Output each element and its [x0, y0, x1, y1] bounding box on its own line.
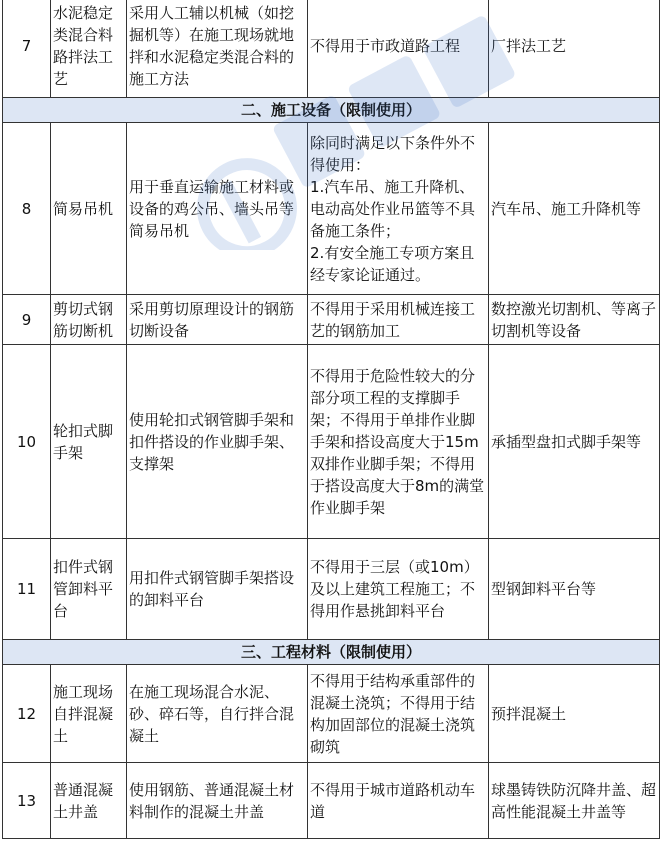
table-row — [3, 295, 660, 345]
replacement: 球墨铸铁防沉降井盖、超高性能混凝土井盖等 — [489, 763, 660, 839]
row-number: 11 — [3, 539, 51, 640]
replacement: 厂拌法工艺 — [489, 0, 660, 98]
restriction: 不得用于危险性较大的分部分项工程的支撑脚手架；不得用于单排作业脚手架和搭设高度大于15m双排作业脚手架；不得用于搭设高度大于8m的满堂作业脚手架 — [308, 345, 489, 539]
section-header-equipment — [3, 98, 660, 123]
replacement: 预拌混凝土 — [489, 665, 660, 763]
restriction: 不得用于结构承重部件的混凝土浇筑；不得用于结构加固部位的混凝土浇筑砌筑 — [308, 665, 489, 763]
regulation-table — [2, 0, 660, 839]
restriction: 不得用于采用机械连接工艺的钢筋加工 — [308, 295, 489, 345]
restriction: 不得用于三层（或10m）及以上建筑工程施工；不得用作悬挑卸料平台 — [308, 539, 489, 640]
replacement: 数控激光切割机、等离子切割机等设备 — [489, 295, 660, 345]
item-description: 使用钢筋、普通混凝土材料制作的混凝土井盖 — [127, 763, 308, 839]
restriction: 除同时满足以下条件外不得使用： 1.汽车吊、施工升降机、电动高处作业吊篮等不具备施工条件； 2.有安全施工专项方案且经专家论证通过。 — [308, 123, 489, 295]
row-number: 7 — [3, 0, 51, 98]
item-name: 扣件式钢管卸料平台 — [51, 539, 127, 640]
section-title: 二、施工设备（限制使用） — [3, 98, 660, 123]
table-row — [3, 539, 660, 640]
item-name: 轮扣式脚手架 — [51, 345, 127, 539]
row-number: 10 — [3, 345, 51, 539]
restriction: 不得用于市政道路工程 — [308, 0, 489, 98]
replacement: 承插型盘扣式脚手架等 — [489, 345, 660, 539]
row-number: 9 — [3, 295, 51, 345]
section-header-materials — [3, 640, 660, 665]
restriction: 不得用于城市道路机动车道 — [308, 763, 489, 839]
item-description: 采用剪切原理设计的钢筋切断设备 — [127, 295, 308, 345]
item-description: 在施工现场混合水泥、砂、碎石等，自行拌合混凝土 — [127, 665, 308, 763]
item-description: 用于垂直运输施工材料或设备的鸡公吊、墙头吊等简易吊机 — [127, 123, 308, 295]
table-row — [3, 123, 660, 295]
row-number: 13 — [3, 763, 51, 839]
row-number: 8 — [3, 123, 51, 295]
table-row — [3, 665, 660, 763]
replacement: 汽车吊、施工升降机等 — [489, 123, 660, 295]
item-description: 用扣件式钢管脚手架搭设的卸料平台 — [127, 539, 308, 640]
item-name: 普通混凝土井盖 — [51, 763, 127, 839]
item-description: 使用轮扣式钢管脚手架和扣件搭设的作业脚手架、支撑架 — [127, 345, 308, 539]
table-row — [3, 345, 660, 539]
item-name: 剪切式钢筋切断机 — [51, 295, 127, 345]
section-title: 三、工程材料（限制使用） — [3, 640, 660, 665]
row-number: 12 — [3, 665, 51, 763]
table-row — [3, 0, 660, 98]
item-name: 简易吊机 — [51, 123, 127, 295]
item-name: 水泥稳定类混合料路拌法工艺 — [51, 0, 127, 98]
item-name: 施工现场自拌混凝土 — [51, 665, 127, 763]
table-row — [3, 763, 660, 839]
item-description: 采用人工辅以机械（如挖掘机等）在施工现场就地拌和水泥稳定类混合料的施工方法 — [127, 0, 308, 98]
replacement: 型钢卸料平台等 — [489, 539, 660, 640]
